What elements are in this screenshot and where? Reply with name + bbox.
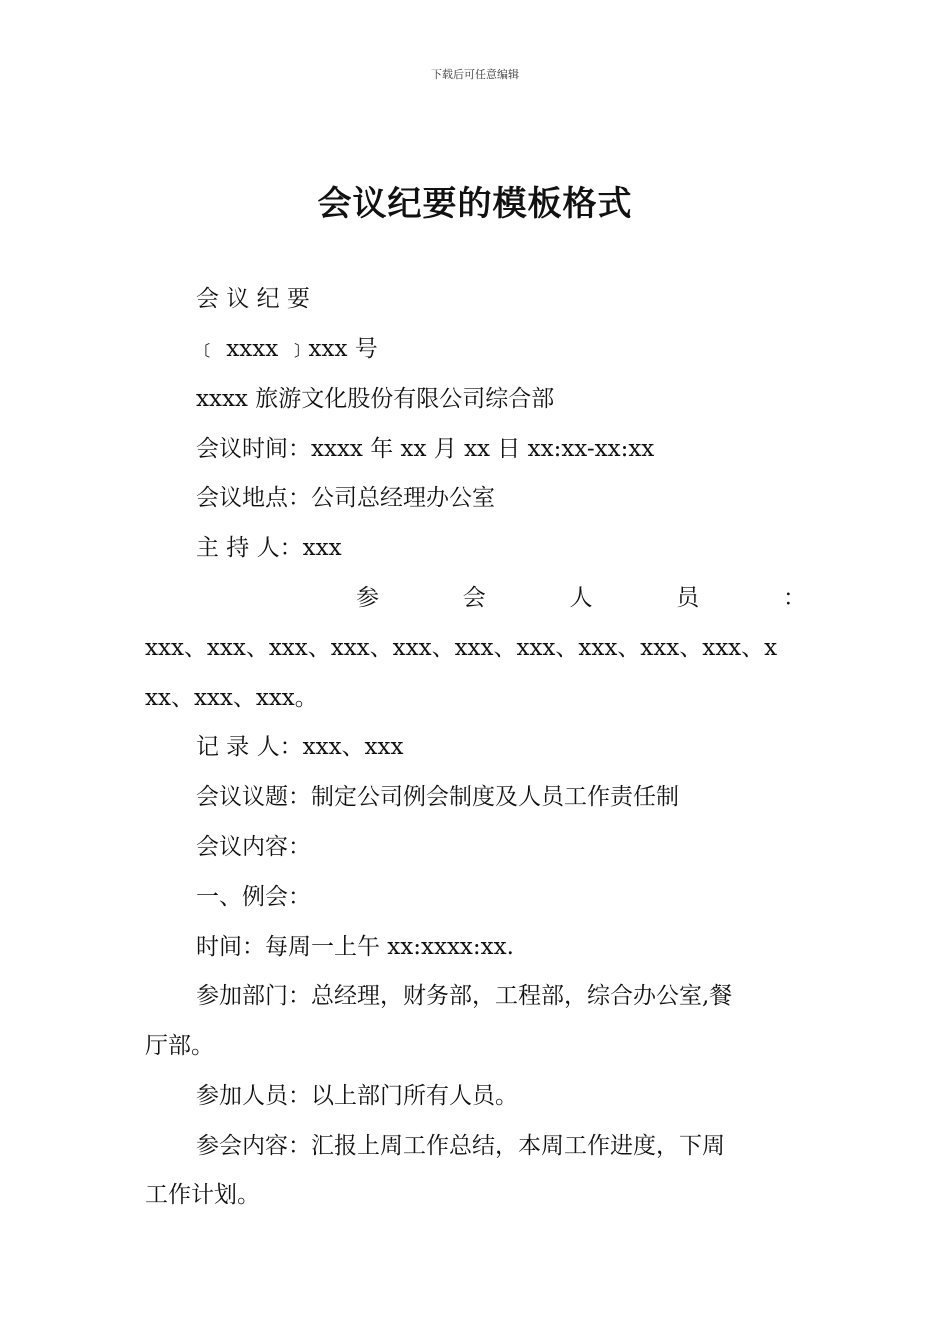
attendees-label bbox=[196, 583, 806, 613]
document-number: ﹝ xxxx ﹞xxx 号 bbox=[196, 336, 378, 362]
attendees-label-char: 人 bbox=[569, 585, 593, 611]
section-heading: 一、例会： bbox=[196, 884, 311, 910]
attendees-label-char: 参 bbox=[356, 585, 379, 611]
attendees-label-char: 会 bbox=[462, 585, 486, 611]
content-label: 会议内容： bbox=[196, 834, 311, 860]
attendees-list-line1: xxx、xxx、xxx、xxx、xxx、xxx、xxx、xxx、xxx、xxx、x bbox=[145, 635, 778, 661]
attendees-label-char: ： bbox=[783, 585, 806, 611]
regular-meeting-time: 时间：每周一上午 xx:xxxx:xx. bbox=[196, 934, 514, 960]
meeting-time-line: 会议时间：xxxx 年 xx 月 xx 日 xx:xx-xx:xx bbox=[196, 436, 655, 462]
department-line: xxxx 旅游文化股份有限公司综合部 bbox=[196, 386, 555, 412]
host-line: 主 持 人：xxx bbox=[196, 535, 342, 561]
participants-line: 参加人员：以上部门所有人员。 bbox=[196, 1083, 518, 1109]
recorder-line: 记 录 人：xxx、xxx bbox=[196, 734, 404, 760]
meeting-place-line: 会议地点：公司总经理办公室 bbox=[196, 485, 495, 511]
agenda-line1: 参会内容：汇报上周工作总结，本周工作进度，下周 bbox=[196, 1133, 725, 1159]
document-title: 会议纪要的模板格式 bbox=[317, 184, 633, 224]
topic-line: 会议议题：制定公司例会制度及人员工作责任制 bbox=[196, 784, 679, 810]
departments-line2: 厅部。 bbox=[145, 1033, 214, 1059]
agenda-line2: 工作计划。 bbox=[145, 1182, 260, 1208]
departments-line1: 参加部门：总经理，财务部，工程部，综合办公室,餐 bbox=[196, 983, 733, 1009]
page-header-note: 下载后可任意编辑 bbox=[431, 68, 519, 81]
attendees-list-line2: xx、xxx、xxx。 bbox=[145, 685, 318, 711]
minutes-heading: 会 议 纪 要 bbox=[196, 286, 310, 312]
attendees-label-char: 员 bbox=[676, 585, 700, 611]
